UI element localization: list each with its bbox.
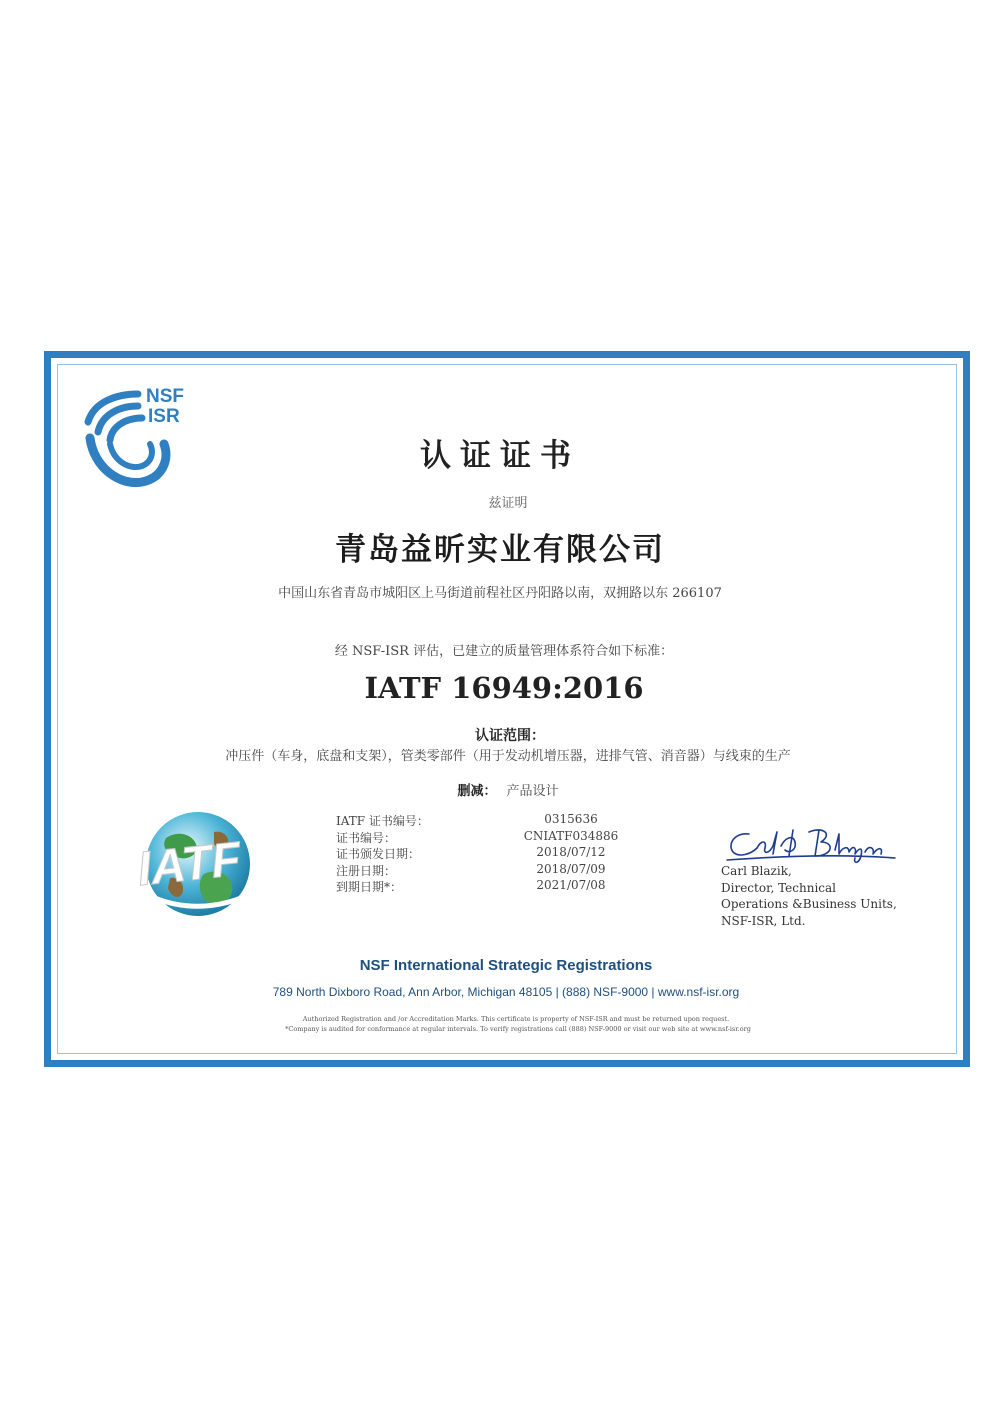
issuer-name: NSF International Strategic Registrations	[359, 957, 653, 974]
detail-row	[336, 812, 696, 829]
nsf-logo-text: NSF	[146, 386, 184, 407]
standard-name: IATF 16949:2016	[364, 671, 644, 705]
signatory-block	[721, 863, 897, 929]
scope-label: 认证范围：	[475, 728, 545, 744]
fine-print-line2: *Company is audited for conformance at regular intervals. To verify registrations call (888) NSF-9000 or visit our web site at www.nsf-isr.org	[285, 1025, 751, 1033]
signatory-name: Carl Blazik,	[721, 864, 792, 878]
fine-print-line1: Authorized Registration and /or Accreditation Marks. This certificate is property of NSF-ISR and must be returned upon request.	[302, 1015, 730, 1023]
issue-date-label: 证书颁发日期：	[336, 847, 421, 861]
exclusion-line	[8, 780, 1000, 799]
exclusion-text: 产品设计	[506, 784, 559, 799]
signatory-organization: NSF-ISR, Ltd.	[721, 913, 806, 928]
registration-date-value: 2018/07/09	[536, 861, 606, 876]
signatory-title-line1: Director, Technical	[721, 880, 837, 895]
scope-text: 冲压件（车身，底盘和支架），管类零部件（用于发动机增压器，进排气管、消音器）与线束的生产	[225, 749, 791, 764]
signature	[723, 824, 898, 866]
iatf-globe-logo	[130, 808, 256, 924]
issuer-address: 789 North Dixboro Road, Ann Arbor, Michigan 48105 | (888) NSF-9000 | www.nsf-isr.org	[272, 985, 740, 999]
isr-logo-text: ISR	[148, 406, 180, 427]
assessment-statement: 经 NSF-ISR 评估，已建立的质量管理体系符合如下标准：	[334, 644, 674, 659]
registration-date-label: 注册日期：	[336, 863, 397, 878]
detail-row	[336, 878, 696, 895]
certificate-number-label: 证书编号：	[336, 830, 397, 845]
hereby-certify-text: 兹证明	[488, 496, 528, 511]
detail-row	[336, 845, 696, 862]
detail-row	[336, 829, 696, 846]
issue-date-value: 2018/07/12	[536, 845, 606, 859]
expiry-date-value: 2021/07/08	[536, 878, 606, 892]
certificate-title: 认证证书	[420, 438, 580, 474]
certificate-details	[336, 812, 696, 895]
iatf-logo-text: IATF	[135, 832, 244, 897]
detail-row	[336, 862, 696, 879]
certificate-number-value: CNIATF034886	[523, 828, 619, 843]
iatf-certificate-number-value: 0315636	[544, 812, 598, 826]
company-address: 中国山东省青岛市城阳区上马街道前程社区丹阳路以南，双拥路以东 266107	[278, 586, 722, 601]
iatf-certificate-number-label: IATF 证书编号：	[336, 814, 429, 828]
exclusion-label: 删减：	[457, 784, 497, 799]
expiry-date-label: 到期日期*：	[336, 880, 403, 894]
company-name: 青岛益昕实业有限公司	[335, 532, 665, 568]
signatory-title-line2: Operations &Business Units,	[721, 897, 897, 911]
